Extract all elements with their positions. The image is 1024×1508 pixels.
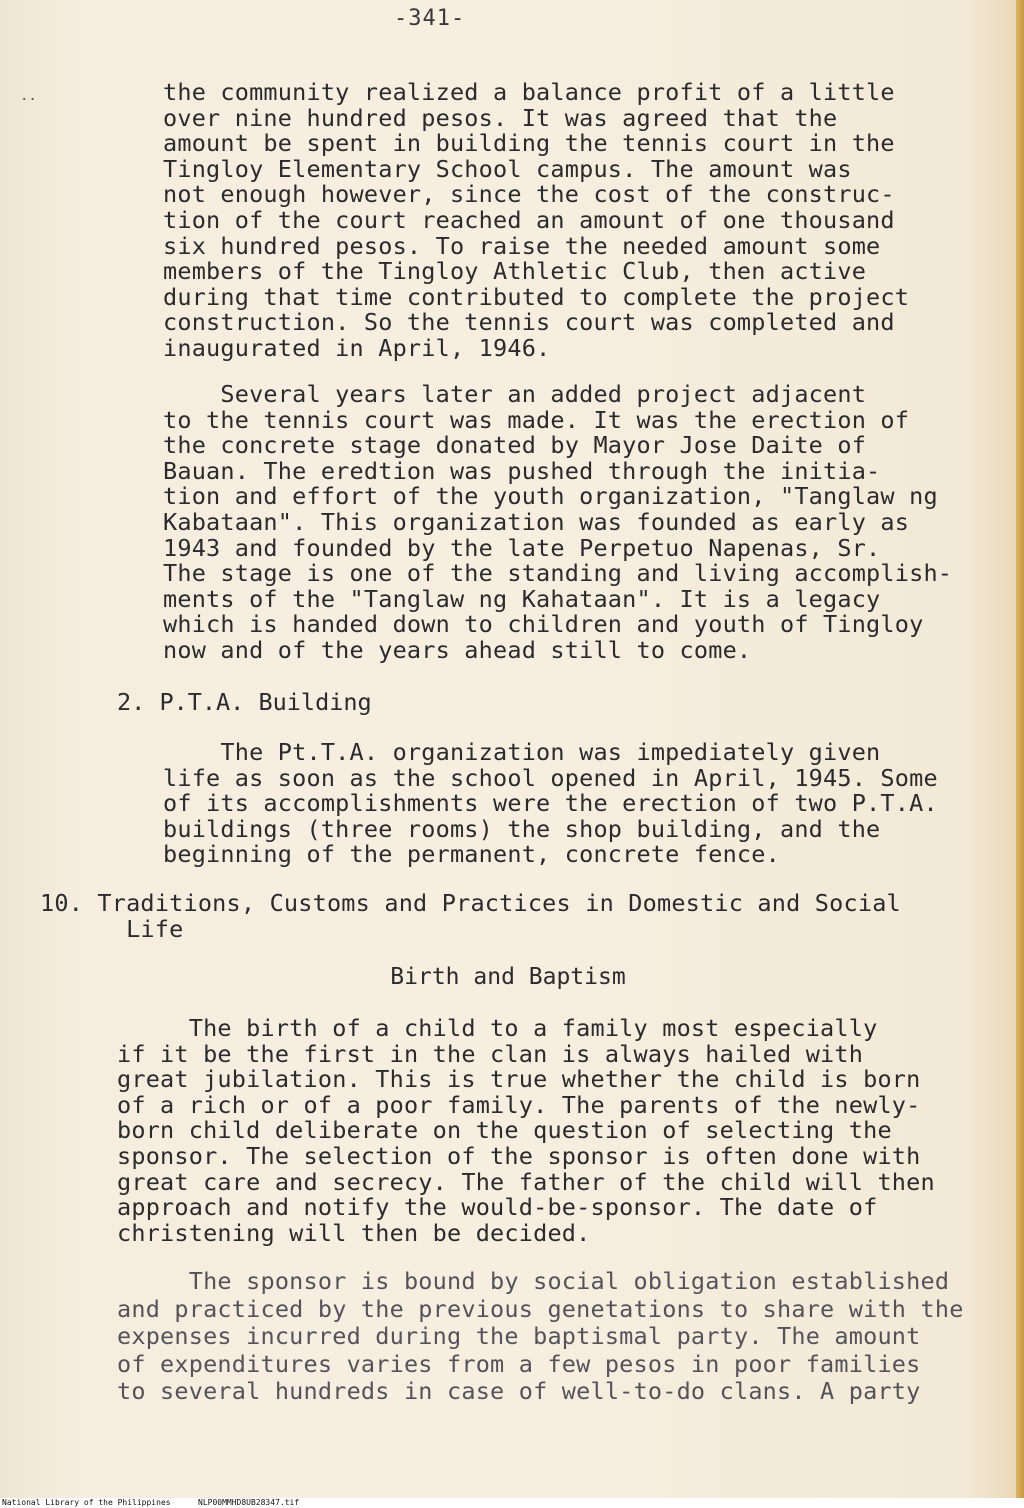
- text-line: 1943 and founded by the late Perpetuo Napenas, Sr.: [163, 533, 881, 562]
- text-line: christening will then be decided.: [117, 1218, 591, 1247]
- text-line: great jubilation. This is true whether the child is born: [117, 1065, 921, 1094]
- text-line: The stage is one of the standing and living accomplish-: [163, 559, 953, 588]
- text-line: The birth of a child to a family most especially: [117, 1014, 878, 1042]
- subheading-birth-baptism: Birth and Baptism: [390, 964, 626, 990]
- text-line: great care and secrecy. The father of the child will then: [117, 1167, 935, 1196]
- text-line: if it be the first in the clan is always hailed with: [117, 1039, 864, 1068]
- text-line: now and of the years ahead still to come.: [163, 635, 752, 664]
- text-line: The Pt.T.A. organization was impediately given: [163, 738, 881, 766]
- page-edge: [1016, 0, 1024, 1508]
- text-line: buildings (three rooms) the shop building, and the: [163, 814, 881, 843]
- text-line: Several years later an added project adjacent: [163, 380, 867, 408]
- text-line: ments of the "Tanglaw ng Kahataan". It is a legacy: [163, 584, 881, 613]
- text-line: to several hundreds in case of well-to-do clans. A party: [117, 1377, 921, 1405]
- text-line: construction. So the tennis court was completed and: [163, 308, 895, 337]
- text-line: the concrete stage donated by Mayor Jose Daite of: [163, 431, 867, 460]
- text-line: six hundred pesos. To raise the needed amount some: [163, 231, 881, 260]
- paragraph-1: [163, 80, 909, 362]
- page-number: -341-: [394, 6, 466, 31]
- text-line: life as soon as the school opened in April, 1945. Some: [163, 763, 938, 792]
- paragraph-4: [117, 1016, 935, 1246]
- footer-library: National Library of the Philippines: [2, 1498, 171, 1507]
- text-line: and practiced by the previous genetations to share with the: [117, 1294, 964, 1323]
- text-line: The sponsor is bound by social obligation established: [117, 1267, 950, 1295]
- text-line: tion of the court reached an amount of one thousand: [163, 205, 895, 234]
- text-line: not enough however, since the cost of the construc-: [163, 180, 895, 209]
- section-heading-traditions: [40, 891, 901, 942]
- text-line: of a rich or of a poor family. The parents of the newly-: [117, 1090, 921, 1119]
- paragraph-3: [163, 740, 938, 868]
- text-line: beginning of the permanent, concrete fence.: [163, 840, 780, 869]
- text-line: over nine hundred pesos. It was agreed that the: [163, 103, 838, 132]
- text-line: of its accomplishments were the erection of two P.T.A.: [163, 789, 938, 818]
- text-line: which is handed down to children and youth of Tingloy: [163, 610, 924, 639]
- text-line: Life: [40, 914, 184, 943]
- text-line: 10. Traditions, Customs and Practices in Domestic and Social: [40, 889, 901, 917]
- margin-mark: ..: [20, 88, 37, 104]
- paragraph-5: [117, 1268, 964, 1406]
- text-line: born child deliberate on the question of selecting the: [117, 1116, 892, 1145]
- text-line: during that time contributed to complete the project: [163, 282, 910, 311]
- footer-bar: [0, 1498, 1024, 1508]
- footer-filename: NLP00MMHD8UB28347.tif: [198, 1498, 300, 1507]
- text-line: approach and notify the would-be-sponsor. The date of: [117, 1193, 878, 1222]
- text-line: sponsor. The selection of the sponsor is often done with: [117, 1141, 921, 1170]
- text-line: members of the Tingloy Athletic Club, then active: [163, 257, 867, 286]
- text-line: Bauan. The eredtion was pushed through the initia-: [163, 456, 881, 485]
- text-line: inaugurated in April, 1946.: [163, 333, 551, 362]
- text-line: amount be spent in building the tennis court in the: [163, 129, 895, 158]
- text-line: of expenditures varies from a few pesos in poor families: [117, 1349, 921, 1378]
- text-line: Tingloy Elementary School campus. The amount was: [163, 154, 852, 183]
- text-line: the community realized a balance profit of a little: [163, 78, 895, 106]
- paragraph-2: [163, 382, 952, 664]
- text-line: expenses incurred during the baptismal party. The amount: [117, 1322, 921, 1350]
- text-line: to the tennis court was made. It was the erection of: [163, 405, 910, 434]
- text-line: Kabataan". This organization was founded as early as: [163, 507, 910, 536]
- text-line: tion and effort of the youth organization, "Tanglaw ng: [163, 482, 938, 511]
- section-heading-pta-building: 2. P.T.A. Building: [117, 688, 372, 716]
